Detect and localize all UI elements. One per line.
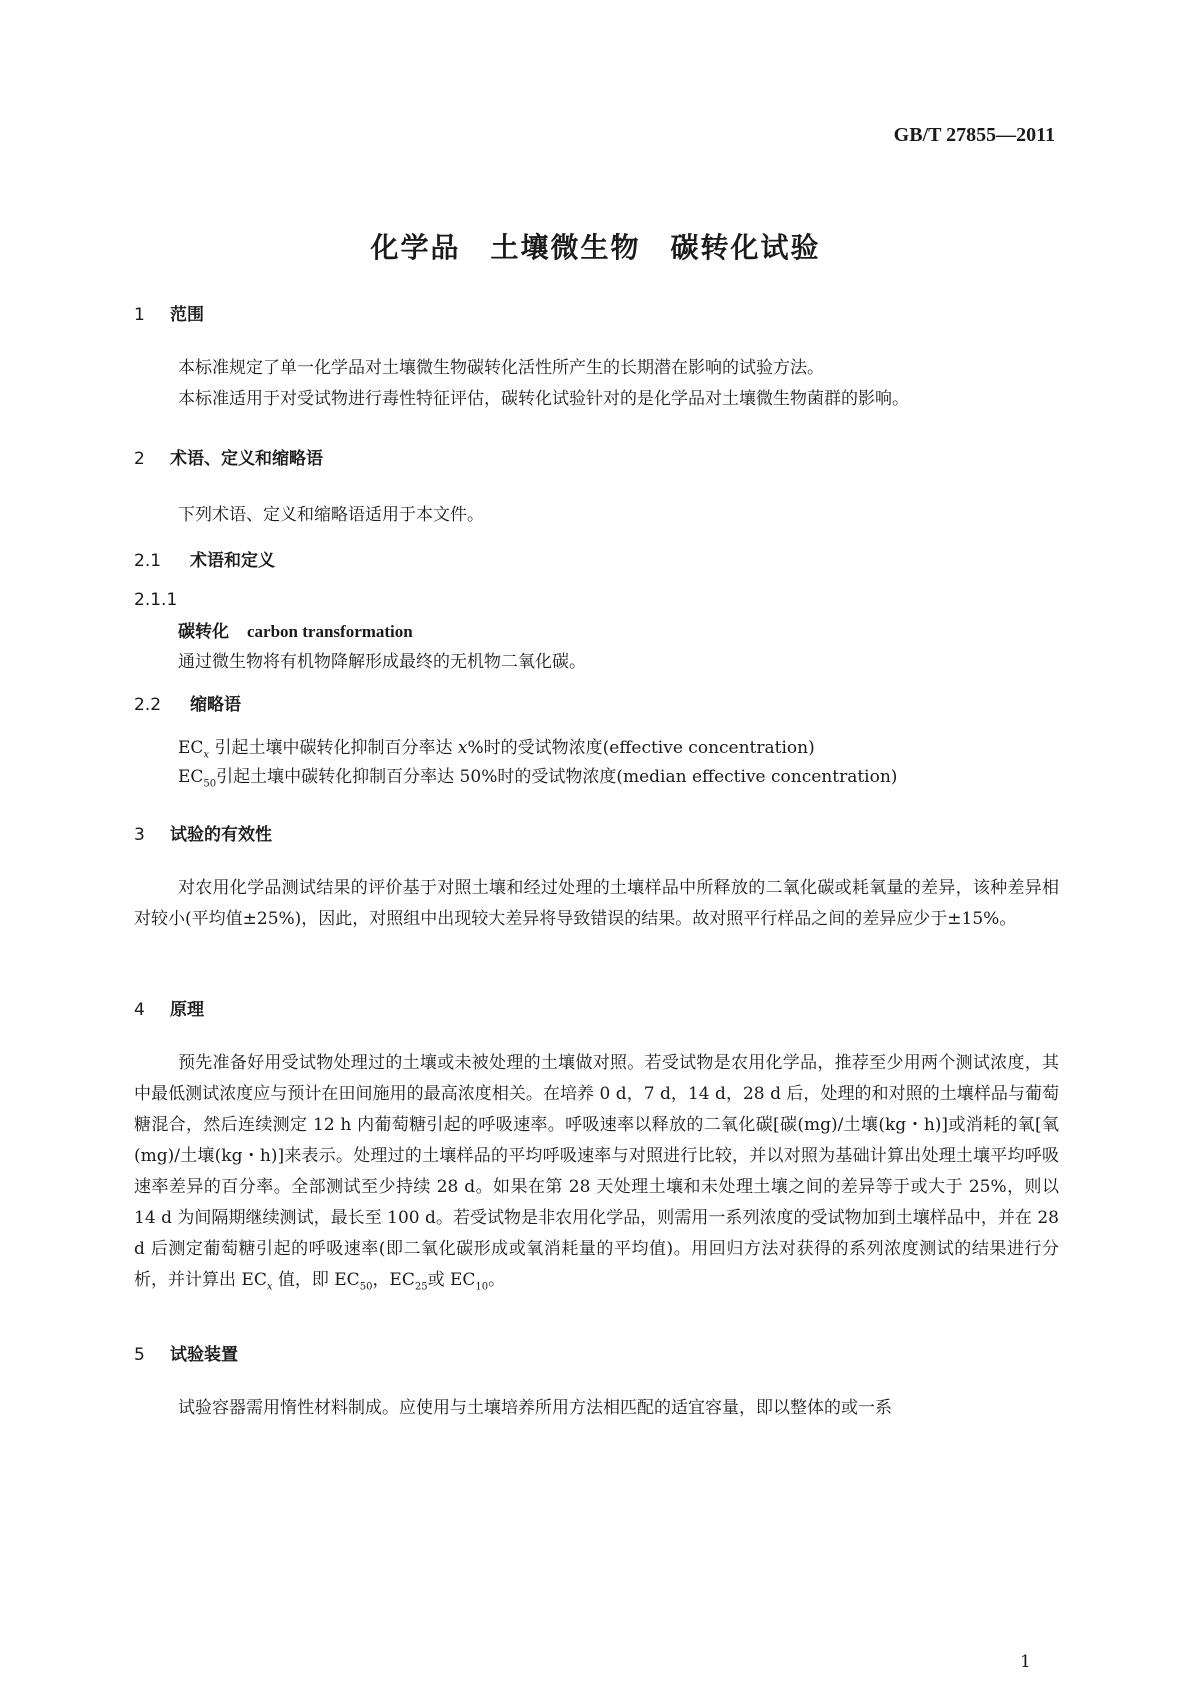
section-3-heading bbox=[134, 820, 272, 845]
section-title: 原理 bbox=[170, 1000, 204, 1020]
section-5-heading bbox=[134, 1340, 238, 1365]
abbr-prefix: EC bbox=[178, 738, 204, 758]
term-entry bbox=[178, 617, 413, 642]
subscript-25: 25 bbox=[414, 1281, 428, 1293]
section-title: 试验的有效性 bbox=[170, 825, 272, 845]
abbr-text: 引起土壤中碳转化抑制百分率达 bbox=[209, 738, 458, 758]
abbr-prefix: EC bbox=[178, 767, 204, 787]
section-number: 2.2 bbox=[134, 695, 162, 715]
section-title: 术语和定义 bbox=[190, 551, 275, 571]
abbr-subscript: x bbox=[203, 749, 210, 761]
subscript-x: x bbox=[266, 1281, 273, 1293]
abbr-text: %时的受试物浓度(effective concentration) bbox=[467, 738, 815, 758]
subscript-50: 50 bbox=[359, 1281, 373, 1293]
section-number: 5 bbox=[134, 1345, 145, 1365]
abbr-subscript: 50 bbox=[203, 778, 217, 790]
section-number: 2 bbox=[134, 449, 145, 469]
paragraph-text: 值，即 EC bbox=[272, 1270, 360, 1290]
section-2-2-heading bbox=[134, 690, 241, 715]
section-2-1-heading bbox=[134, 546, 275, 571]
section-title: 术语、定义和缩略语 bbox=[170, 449, 323, 469]
section-title: 缩略语 bbox=[190, 695, 241, 715]
subscript-10: 10 bbox=[475, 1281, 489, 1293]
section-4-paragraph bbox=[134, 1048, 1059, 1302]
standard-number: GB/T 27855—2011 bbox=[893, 124, 1055, 146]
document-title: 化学品 土壤微生物 碳转化试验 bbox=[370, 231, 821, 264]
section-title: 范围 bbox=[170, 305, 204, 325]
section-3-paragraph: 对农用化学品测试结果的评价基于对照土壤和经过处理的土壤样品中所释放的二氧化碳或耗氧量的差异，该种差异相对较小(平均值±25%)，因此，对照组中出现较大差异将导致错误的结果。故对照平行样品之间的差异应少于±15%。 bbox=[134, 878, 1059, 929]
section-2-heading bbox=[134, 444, 323, 469]
section-number: 4 bbox=[134, 1000, 145, 1020]
term-definition: 通过微生物将有机物降解形成最终的无机物二氧化碳。 bbox=[178, 652, 586, 672]
term-chinese: 碳转化 bbox=[178, 622, 229, 642]
paragraph-text: 预先准备好用受试物处理过的土壤或未被处理的土壤做对照。若受试物是农用化学品，推荐至少用两个测试浓度，其中最低测试浓度应与预计在田间施用的最高浓度相关。在培养 0 d，7 d，14 d，28 d 后，处理的和对照的土壤样品与葡萄糖混合，然后连续测定 12 h 内葡萄糖引起的呼吸速率。呼吸速率以释放的二氧化碳[碳(mg)/土壤(kg・h)]或消耗的氧[氧(mg)/土壤(kg・h)]来表示。处理过的土壤样品的平均呼吸速率与对照进行比较，并以对照为基础计算出处理土壤平均呼吸速率差异的百分率。全部测试至少持续 28 d。如果在第 28 天处理土壤和未处理土壤之间的差异等于或大于 25%，则以 14 d 为间隔期继续测试，最长至 100 d。若受试物是非农用化学品，则需用一系列浓度的受试物加到土壤样品中，并在 28 d 后测定葡萄糖引起的呼吸速率(即二氧化碳形成或氧消耗量的平均值)。用回归方法对获得的系列浓度测试的结果进行分析，并计算出 EC bbox=[134, 1053, 1059, 1290]
term-english: carbon transformation bbox=[247, 622, 413, 641]
paragraph-text: 或 EC bbox=[427, 1270, 476, 1290]
section-1-paragraph-2: 本标准适用于对受试物进行毒性特征评估，碳转化试验针对的是化学品对土壤微生物菌群的影响。 bbox=[178, 389, 909, 409]
paragraph-text: 。 bbox=[488, 1270, 506, 1290]
section-5-paragraph: 试验容器需用惰性材料制成。应使用与土壤培养所用方法相匹配的适宜容量，即以整体的或一系 bbox=[178, 1398, 892, 1418]
section-title: 试验装置 bbox=[170, 1345, 238, 1365]
section-2-1-1-number: 2.1.1 bbox=[134, 590, 178, 610]
section-2-paragraph: 下列术语、定义和缩略语适用于本文件。 bbox=[178, 505, 484, 525]
page-number: 1 bbox=[1020, 1652, 1031, 1672]
section-4-heading bbox=[134, 995, 204, 1020]
section-1-paragraph-1: 本标准规定了单一化学品对土壤微生物碳转化活性所产生的长期潜在影响的试验方法。 bbox=[178, 358, 824, 378]
abbreviation-ecx bbox=[178, 733, 815, 760]
abbr-variable: x bbox=[457, 738, 468, 758]
section-number: 3 bbox=[134, 825, 145, 845]
abbreviation-ec50 bbox=[178, 762, 897, 789]
section-number: 2.1 bbox=[134, 551, 162, 571]
abbr-text: 引起土壤中碳转化抑制百分率达 50%时的受试物浓度(median effective concentration) bbox=[216, 767, 898, 787]
section-number: 1 bbox=[134, 305, 145, 325]
paragraph-text: ，EC bbox=[372, 1270, 415, 1290]
section-1-heading bbox=[134, 300, 204, 325]
